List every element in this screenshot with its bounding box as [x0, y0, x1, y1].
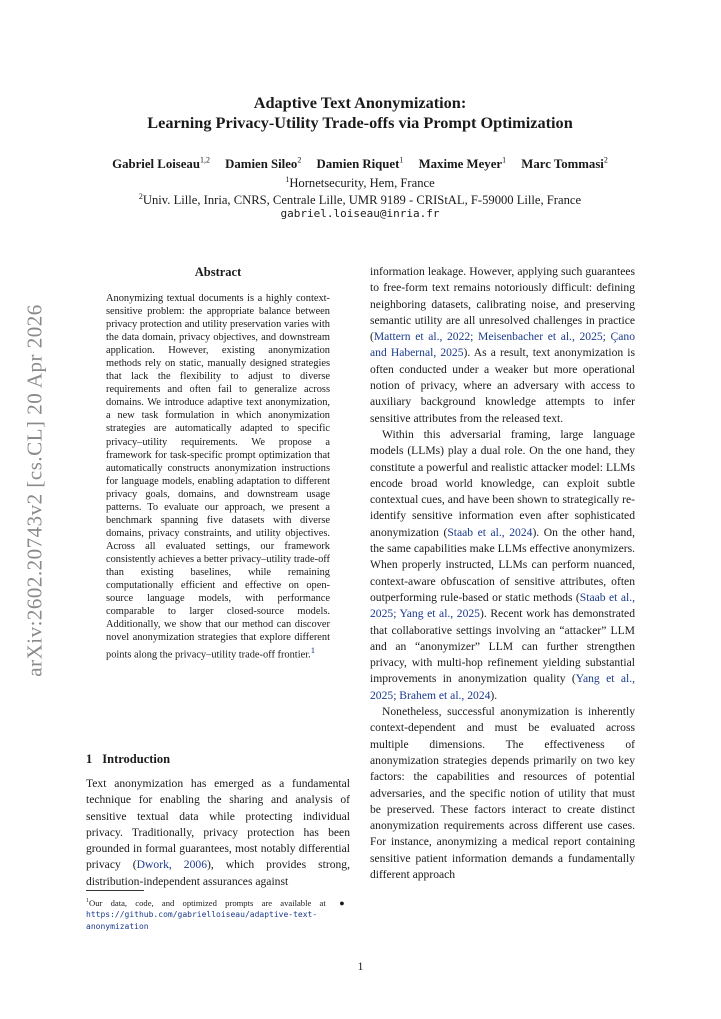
paragraph	[370, 264, 635, 427]
paragraph-text: information leakage. However, applying such guarantees to free-form text remains notoriously difficult: defining neighboring datasets, calibrating noise, and preserving semantic utility are all unresolved challenges in practice (	[370, 265, 635, 344]
title-line-2: Learning Privacy-Utility Trade-offs via Prompt Optimization	[147, 113, 573, 132]
paragraph-text: Nonetheless, successful anonymization is inherently context-dependent and must be evaluated across multiple dimensions. The effectiveness of anonymization strategies depends primarily on two key factors: the capabilities and resources of potential adversaries, and the specific notion of utility that must be preserved. These factors interact to create distinct anonymization requirements across different use cases. For instance, anonymizing a medical report containing sensitive patient information demands a fundamentally different approach	[370, 705, 635, 881]
arxiv-identifier-text: arXiv:2602.20743v2 [cs.CL] 20 Apr 2026	[22, 303, 47, 677]
section-heading	[86, 752, 170, 767]
footnote-rule	[86, 890, 144, 891]
citation-link[interactable]: Mattern et al., 2022; Meisenbacher et al., 2025; Çano and Habernal, 2025	[370, 330, 635, 360]
section-number: 1	[86, 752, 93, 766]
repo-link[interactable]: https://github.com/gabrielloiseau/adaptive-text-anonymization	[86, 910, 318, 931]
citation-link[interactable]: Staab et al., 2024	[447, 525, 533, 539]
citation-link[interactable]: Yang et al., 2025; Brahem et al., 2024	[370, 672, 635, 702]
arxiv-identifier	[15, 300, 55, 680]
github-icon: ●	[339, 897, 345, 908]
citation-link[interactable]: Dwork, 2006	[136, 858, 207, 872]
intro-left-column: Text anonymization has emerged as a fundamental technique for enabling the sharing and analysis of sensitive textual data while protecting individual privacy. Traditionally, privacy protection has been grounded in formal guarantees, most notably differential privacy (Dwork, 2006), which provides strong, distribution-independent assurances against	[86, 777, 351, 888]
paragraph-text: ). On the other hand, the same capabilities make LLMs effective anonymizers. When properly instructed, LLMs can perform nuanced, context-aware obfuscation of sensitive attributes, often outperforming rule-based or static methods (	[370, 525, 635, 604]
citation-link[interactable]: Staab et al., 2025; Yang et al., 2025	[370, 590, 635, 621]
footnote-ref[interactable]: 1	[310, 645, 316, 656]
abstract-body	[106, 292, 330, 662]
title-line-1: Adaptive Text Anonymization:	[253, 93, 467, 112]
author: Marc Tommasi$^2$	[521, 156, 608, 172]
paragraph-text: ).	[490, 688, 498, 702]
footnote-text: Our data, code, and optimized prompts are available at	[89, 897, 326, 908]
author: Damien Sileo$^2$	[225, 156, 302, 172]
author: Gabriel Loiseau$^{1,2}$	[112, 156, 210, 172]
footnote-mark: 1	[86, 898, 89, 904]
author: Damien Riquet$^1$	[316, 156, 404, 172]
affiliation-1: $^1$Hornetsecurity, Hem, France	[285, 175, 435, 191]
paragraph	[370, 704, 635, 883]
author-email[interactable]: gabriel.loiseau@inria.fr	[280, 207, 440, 220]
paragraph-text: ). Recent work has demonstrated that collaborative settings involving an “attacker” LLM and an “anonymizer” LLM can further strengthen privacy, with multi-hop refinement yielding substantial improvements in anonymization quality (	[370, 607, 635, 686]
paragraph-text: ). As a result, text anonymization is often conducted under a weaker but more operational notion of privacy, where an adversary with access to auxiliary background knowledge attempts to infer sensitive attributes from the released text.	[370, 346, 635, 425]
section-title: Introduction	[102, 752, 171, 766]
author: Maxime Meyer$^1$	[418, 156, 507, 172]
page-number: 1	[357, 961, 364, 973]
footnote	[86, 896, 350, 932]
affiliation-2: $^2$Univ. Lille, Inria, CNRS, Centrale Lille, UMR 9189 - CRIStAL, F-59000 Lille, France	[138, 192, 582, 208]
author-list	[60, 153, 660, 172]
abstract-text: Anonymizing textual documents is a highly context-sensitive problem: the appropriate balance between privacy protection and utility preservation varies with the data domain, privacy objectives, and downstream application. However, existing anonymization methods rely on static, manually designed strategies that lack the flexibility to adjust to diverse requirements and often fail to generalize across domains. We introduce adaptive text anonymization, a new task formulation in which anonymization strategies are automatically adapted to specific privacy–utility requirements. We propose a framework for task-specific prompt optimization that automatically constructs anonymization instructions for language models, enabling adaptation to different privacy goals, domains, and downstream usage patterns. To evaluate our approach, we present a benchmark spanning five datasets with diverse domains, privacy constraints, and utility objectives. Across all evaluated settings, our framework consistently achieves a better privacy–utility trade-off than existing baselines, while remaining computationally efficient and effective on open-source language models, with performance comparable to larger closed-source models. Additionally, we show that our method can discover novel anonymization strategies that explore different points along the privacy–utility trade-off frontier.	[106, 293, 330, 661]
paragraph	[370, 427, 635, 704]
abstract-heading: Abstract	[194, 265, 242, 279]
paragraph-text: Within this adversarial framing, large language models (LLMs) play a dual role. On the one hand, they constitute a powerful and realistic attacker model: LLMs encode broad world knowledge, can exploit subtle contextual cues, and have been shown to strategically re-identify sensitive information even after sophisticated anonymization (	[370, 427, 635, 539]
paper-title	[60, 93, 660, 133]
intro-right-column	[370, 264, 635, 883]
